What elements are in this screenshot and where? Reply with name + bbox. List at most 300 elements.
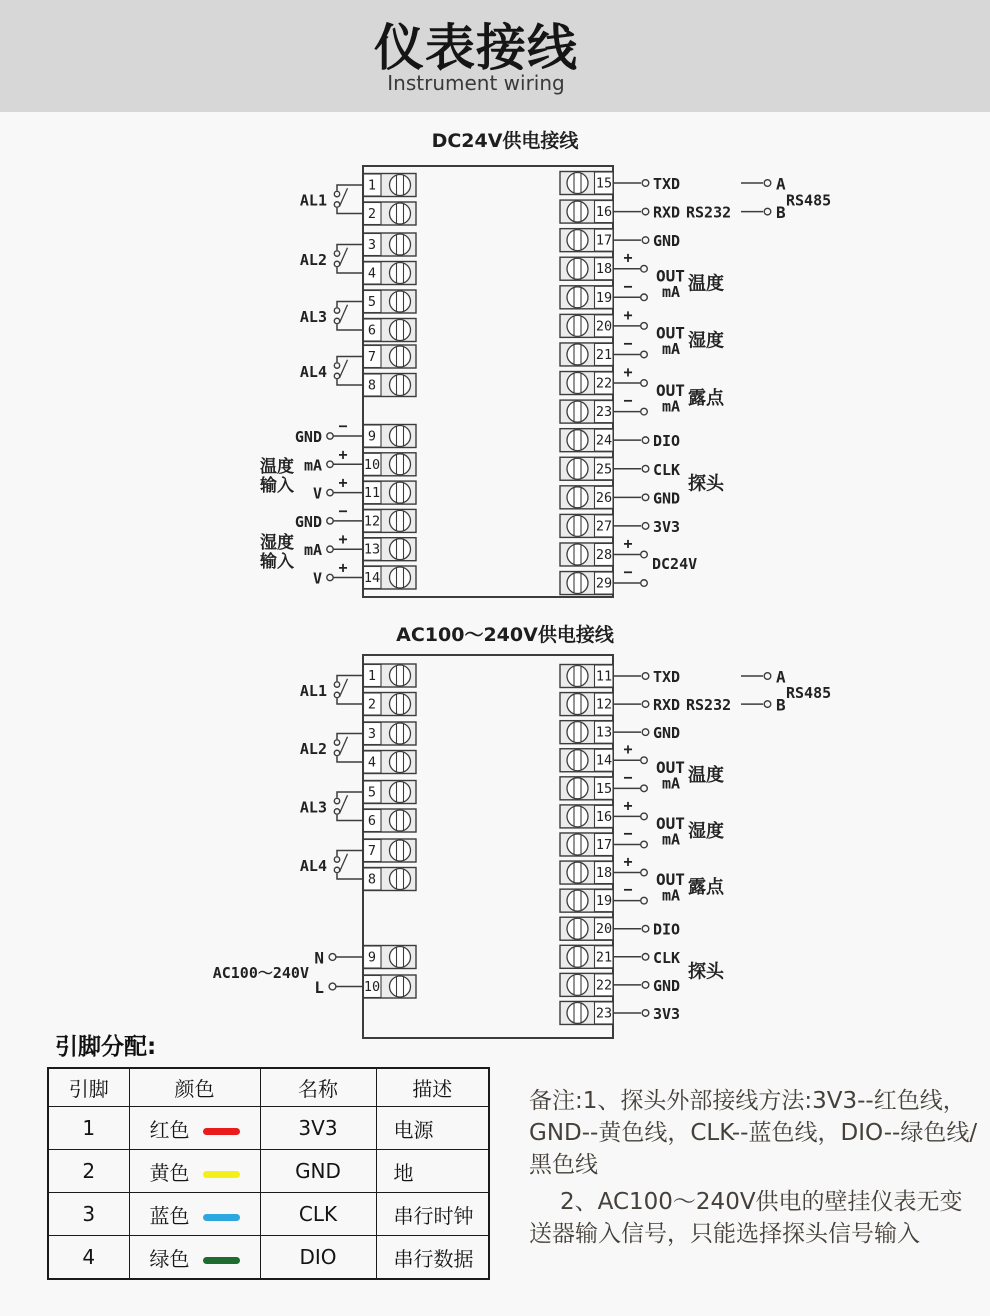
diagram-title-ac100-240v: AC100～240V供电接线	[396, 624, 614, 646]
screw-icon	[567, 430, 588, 451]
screw-icon	[390, 840, 411, 861]
rs485-line-A	[741, 175, 786, 194]
right-pin-14	[613, 740, 647, 763]
pin-assignment-title: 引脚分配:	[55, 1034, 157, 1060]
terminal-9	[363, 946, 416, 969]
right-pin-23	[613, 1005, 680, 1023]
screw-icon	[567, 287, 588, 308]
polarity-sign: −	[623, 277, 633, 296]
note-line: GND--黄色线，CLK--蓝色线，DIO--绿色线/	[529, 1120, 978, 1146]
terminal-number: 1	[367, 668, 377, 684]
terminal-number: 23	[595, 1005, 613, 1022]
terminal-number: 22	[595, 375, 613, 392]
terminal-29	[560, 572, 613, 595]
terminal-number: 16	[595, 808, 613, 825]
wire-color-swatch	[203, 1128, 240, 1135]
terminal-9	[363, 425, 416, 448]
signal-desc-cell: 地	[376, 1150, 489, 1193]
right-pin-28	[613, 534, 647, 557]
terminal-number: 7	[367, 843, 377, 859]
alarm-label: AL3	[299, 798, 327, 817]
terminal-16	[560, 200, 613, 223]
screw-icon	[390, 234, 411, 255]
terminal-number: 4	[367, 265, 377, 282]
alarm-label: AL4	[299, 856, 327, 875]
side-label: DC24V	[652, 554, 698, 573]
terminal-number: 20	[595, 318, 613, 335]
right-pin-15	[613, 175, 680, 193]
wire-color-cell	[129, 1236, 260, 1280]
input-group-label-line2: 输入	[260, 552, 294, 572]
input-signal-label: V	[312, 484, 322, 503]
polarity-sign: −	[623, 824, 633, 843]
terminal-5	[363, 290, 416, 313]
right-pin-18	[613, 249, 647, 272]
screw-icon	[567, 487, 588, 508]
output-group-温度	[656, 267, 724, 302]
polarity-sign: +	[623, 534, 633, 553]
alarm-group-AL2	[300, 245, 364, 274]
rs485-label: RS485	[786, 684, 832, 703]
screw-icon	[390, 947, 411, 968]
output-label-line2: mA	[662, 340, 681, 359]
screw-icon	[390, 375, 411, 396]
wire-color-swatch	[203, 1214, 240, 1221]
screw-icon	[390, 723, 411, 744]
wire-color-cell	[129, 1150, 260, 1193]
terminal-2	[363, 202, 416, 225]
alarm-group-AL4	[300, 851, 364, 880]
pin-signal-label: 3V3	[653, 1004, 681, 1023]
terminal-13	[560, 721, 613, 744]
terminal-number: 12	[595, 696, 613, 713]
terminal-1	[363, 664, 416, 687]
signal-name-cell: DIO	[260, 1236, 376, 1280]
screw-icon	[390, 976, 411, 997]
output-group-湿度	[656, 324, 724, 359]
signal-name-cell: 3V3	[260, 1107, 376, 1150]
pin-table-header: 名称	[260, 1068, 376, 1107]
terminal-number: 6	[367, 322, 377, 339]
terminal-number: 8	[367, 871, 377, 888]
pin-assignment-table	[47, 1067, 490, 1280]
input-group-label-line1: 温度	[260, 457, 294, 477]
terminal-number: 14	[595, 752, 613, 769]
terminal-17	[560, 229, 613, 252]
alarm-label: AL3	[299, 307, 327, 326]
wire-color-name: 绿色	[149, 1246, 190, 1271]
signal-desc-cell: 串行时钟	[376, 1193, 489, 1236]
screw-icon	[567, 230, 588, 251]
output-cn-label: 露点	[688, 877, 724, 899]
note-line: 备注:1、探头外部接线方法:3V3--红色线，	[529, 1088, 966, 1114]
polarity-sign: +	[623, 852, 633, 871]
wire-color-cell	[129, 1107, 260, 1150]
pin-signal-label: CLK	[653, 948, 681, 967]
diagram-title-dc24v: DC24V供电接线	[431, 130, 579, 152]
screw-icon	[567, 344, 588, 365]
terminal-number: 3	[367, 726, 377, 742]
screw-icon	[390, 320, 411, 341]
output-label-line2: mA	[662, 397, 681, 416]
alarm-label: AL2	[299, 739, 327, 758]
pin-signal-label: RXD	[653, 203, 681, 222]
terminal-number: 18	[595, 865, 613, 882]
screw-icon	[567, 778, 588, 799]
wire-color-name: 蓝色	[149, 1203, 190, 1228]
pin-number-cell: 2	[48, 1150, 129, 1193]
interface-tag: RS232	[686, 696, 732, 715]
pin-table-row	[48, 1150, 489, 1193]
pin-number-cell: 1	[48, 1107, 129, 1150]
input-group-label	[259, 532, 294, 572]
terminal-13	[363, 538, 416, 561]
terminal-17	[560, 833, 613, 856]
side-label: 探头	[688, 473, 724, 495]
terminal-4	[363, 751, 416, 774]
signal-desc-cell: 电源	[376, 1107, 489, 1150]
terminal-number: 4	[367, 754, 377, 771]
alarm-label: AL2	[299, 250, 327, 269]
output-label-line1: OUT	[656, 813, 685, 833]
screw-icon	[390, 539, 411, 560]
screw-icon	[567, 544, 588, 565]
terminal-27	[560, 514, 613, 537]
alarm-group-AL4	[300, 357, 364, 386]
terminal-19	[560, 286, 613, 309]
terminal-14	[560, 749, 613, 772]
screw-icon	[567, 694, 588, 715]
terminal-10	[363, 975, 416, 998]
terminal-23	[560, 1001, 613, 1024]
screw-icon	[390, 694, 411, 715]
screw-icon	[390, 291, 411, 312]
terminal-14	[363, 566, 416, 589]
polarity-sign: −	[338, 501, 348, 520]
terminal-number: 29	[595, 575, 613, 592]
output-label-line1: OUT	[656, 870, 685, 890]
screw-icon	[567, 918, 588, 939]
terminal-25	[560, 457, 613, 480]
polarity-sign: +	[623, 305, 633, 324]
screw-icon	[567, 201, 588, 222]
terminal-11	[560, 665, 613, 688]
screw-icon	[567, 666, 588, 687]
wire-color-swatch	[203, 1257, 240, 1264]
polarity-sign: +	[623, 740, 633, 759]
terminal-number: 25	[595, 461, 613, 478]
right-pin-22	[613, 363, 647, 386]
terminal-number: 13	[363, 541, 381, 558]
right-pin-29	[613, 563, 647, 586]
screw-icon	[390, 346, 411, 367]
terminal-19	[560, 889, 613, 912]
terminal-number: 21	[595, 346, 613, 363]
output-cn-label: 露点	[688, 387, 724, 409]
terminal-number: 14	[363, 570, 381, 586]
output-label-line1: OUT	[656, 266, 685, 286]
pin-signal-label: DIO	[653, 432, 681, 451]
pin-table-row	[48, 1107, 489, 1150]
pin-signal-label: CLK	[653, 460, 681, 479]
alarm-group-AL3	[300, 792, 364, 821]
power-row-L	[314, 978, 364, 997]
terminal-28	[560, 543, 613, 566]
output-cn-label: 温度	[688, 764, 724, 786]
note-line: 送器输入信号，只能选择探头信号输入	[529, 1221, 920, 1247]
screw-icon	[390, 810, 411, 831]
terminal-number: 5	[367, 294, 377, 310]
output-label-line1: OUT	[656, 757, 685, 777]
screw-icon	[390, 869, 411, 890]
polarity-sign: −	[623, 334, 633, 353]
output-group-温度	[656, 758, 724, 793]
terminal-6	[363, 809, 416, 832]
screw-icon	[390, 482, 411, 503]
terminal-16	[560, 805, 613, 828]
terminal-22	[560, 973, 613, 996]
terminal-18	[560, 861, 613, 884]
screw-icon	[567, 373, 588, 394]
screw-icon	[567, 173, 588, 194]
rs485-line-B	[741, 203, 786, 222]
terminal-1	[363, 174, 416, 197]
screw-icon	[390, 454, 411, 475]
pin-table-row	[48, 1193, 489, 1236]
wire-color-cell	[129, 1193, 260, 1236]
page-title: 仪表接线	[374, 19, 578, 77]
wire-color-name: 黄色	[149, 1160, 190, 1185]
polarity-sign: +	[338, 445, 348, 464]
screw-icon	[390, 175, 411, 196]
power-row-N	[314, 949, 364, 968]
signal-name-cell: CLK	[260, 1193, 376, 1236]
output-cn-label: 湿度	[688, 820, 724, 842]
screw-icon	[390, 263, 411, 284]
wire-color-name: 红色	[149, 1117, 190, 1142]
signal-name-cell: GND	[260, 1150, 376, 1193]
alarm-label: AL1	[299, 681, 327, 700]
right-pin-19	[613, 277, 647, 300]
terminal-11	[363, 481, 416, 504]
terminal-12	[560, 693, 613, 716]
terminal-number: 5	[367, 784, 377, 801]
input-row-11	[313, 474, 364, 503]
right-pin-25	[613, 461, 680, 479]
note-line: 黑色线	[529, 1152, 598, 1178]
terminal-number: 15	[595, 780, 613, 797]
output-label-line1: OUT	[656, 323, 685, 343]
right-pin-17	[613, 232, 680, 250]
interface-tag: RS232	[686, 203, 732, 222]
pin-number-cell: 4	[48, 1236, 129, 1280]
terminal-number: 2	[367, 696, 377, 713]
output-group-露点	[656, 870, 725, 905]
right-pin-16	[613, 204, 731, 222]
alarm-group-AL2	[300, 734, 364, 763]
screw-icon	[390, 203, 411, 224]
screw-icon	[567, 834, 588, 855]
pin-signal-label: RXD	[653, 696, 681, 715]
terminal-4	[363, 262, 416, 285]
terminal-23	[560, 400, 613, 423]
terminal-21	[560, 945, 613, 968]
terminal-10	[363, 453, 416, 476]
rs485-label: RS485	[786, 191, 832, 210]
output-label-line2: mA	[662, 886, 681, 905]
power-terminal-label: L	[314, 978, 324, 997]
terminal-15	[560, 777, 613, 800]
rs485-terminal-label: B	[776, 203, 786, 223]
right-pin-16	[613, 796, 647, 819]
terminal-number: 10	[363, 456, 381, 473]
terminal-number: 21	[595, 949, 613, 966]
polarity-sign: −	[623, 391, 633, 410]
power-source-label: AC100～240V	[212, 963, 309, 982]
output-label-line1: OUT	[656, 380, 685, 400]
input-signal-label: mA	[303, 541, 322, 560]
input-row-13	[304, 530, 364, 559]
terminal-21	[560, 343, 613, 366]
right-pin-12	[613, 696, 731, 714]
pin-signal-label: TXD	[653, 175, 681, 193]
polarity-sign: +	[338, 473, 348, 492]
terminal-8	[363, 374, 416, 397]
alarm-label: AL4	[299, 362, 327, 381]
polarity-sign: −	[338, 417, 348, 435]
signal-desc-cell: 串行数据	[376, 1236, 489, 1280]
screw-icon	[567, 401, 588, 422]
terminal-number: 27	[595, 518, 613, 535]
terminal-number: 10	[363, 979, 381, 995]
terminal-number: 7	[367, 349, 377, 365]
input-group-label-line1: 湿度	[260, 533, 294, 553]
terminal-2	[363, 693, 416, 716]
screw-icon	[567, 722, 588, 743]
screw-icon	[390, 752, 411, 773]
pin-table-header: 颜色	[129, 1068, 260, 1107]
polarity-sign: −	[623, 880, 633, 899]
input-group-label	[259, 456, 294, 496]
side-label: 探头	[688, 961, 724, 983]
pin-table-header: 引脚	[48, 1068, 129, 1107]
wire-color-swatch	[203, 1171, 240, 1178]
alarm-group-AL1	[300, 676, 364, 705]
terminal-5	[363, 781, 416, 804]
output-cn-label: 温度	[688, 273, 724, 295]
screw-icon	[390, 426, 411, 447]
right-pin-15	[613, 768, 647, 791]
alarm-group-AL3	[300, 302, 364, 331]
input-row-10	[304, 445, 364, 474]
right-pin-11	[613, 668, 680, 686]
input-signal-label: V	[312, 569, 322, 588]
pin-number-cell: 3	[48, 1193, 129, 1236]
terminal-number: 19	[595, 289, 613, 306]
terminal-number: 1	[367, 177, 377, 194]
terminal-number: 16	[595, 204, 613, 221]
right-pin-20	[613, 921, 680, 939]
input-signal-label: mA	[303, 456, 322, 475]
terminal-22	[560, 372, 613, 395]
output-group-露点	[656, 381, 725, 416]
terminal-number: 22	[595, 977, 613, 994]
terminal-number: 6	[367, 813, 377, 829]
right-pin-20	[613, 306, 647, 329]
terminal-8	[363, 868, 416, 891]
terminal-number: 19	[595, 893, 613, 910]
right-pin-17	[613, 824, 647, 847]
terminal-number: 12	[363, 513, 381, 530]
terminal-number: 11	[363, 485, 381, 502]
power-terminal-label: N	[314, 948, 324, 968]
output-label-line2: mA	[662, 830, 681, 849]
polarity-sign: −	[623, 563, 633, 582]
terminal-number: 13	[595, 724, 613, 741]
polarity-sign: +	[623, 796, 633, 815]
right-pin-27	[613, 518, 680, 536]
rs485-terminal-label: B	[776, 695, 786, 715]
screw-icon	[567, 862, 588, 883]
terminal-number: 20	[595, 921, 613, 938]
terminal-number: 23	[595, 404, 613, 421]
pin-signal-label: GND	[653, 976, 681, 995]
terminal-number: 18	[595, 261, 613, 278]
right-pin-21	[613, 949, 680, 967]
input-row-9	[295, 417, 364, 446]
screw-icon	[390, 782, 411, 803]
input-signal-label: GND	[294, 428, 322, 446]
page-subtitle: Instrument wiring	[387, 71, 565, 95]
terminal-18	[560, 257, 613, 280]
pin-table-header: 描述	[376, 1068, 489, 1107]
output-group-湿度	[656, 814, 724, 849]
screw-icon	[567, 974, 588, 995]
rs485-terminal-label: A	[776, 174, 786, 194]
rs485-line-A	[741, 668, 786, 687]
screw-icon	[567, 1002, 588, 1023]
wiring-diagram-2	[213, 655, 831, 1038]
terminal-number: 2	[367, 206, 377, 222]
right-pin-26	[613, 489, 680, 507]
alarm-group-AL1	[300, 185, 364, 214]
right-pin-22	[613, 977, 680, 995]
terminal-20	[560, 917, 613, 940]
screw-icon	[567, 750, 588, 771]
screw-icon	[567, 573, 588, 594]
right-pin-24	[613, 432, 680, 450]
polarity-sign: +	[623, 248, 633, 267]
input-signal-label: GND	[294, 512, 322, 531]
terminal-number: 24	[595, 432, 613, 449]
terminal-number: 17	[595, 232, 613, 249]
input-row-12	[295, 502, 364, 531]
pin-signal-label: GND	[653, 232, 681, 251]
terminal-number: 9	[367, 428, 377, 445]
polarity-sign: +	[338, 530, 348, 549]
screw-icon	[567, 515, 588, 536]
terminal-number: 28	[595, 546, 613, 563]
pin-signal-label: 3V3	[653, 517, 681, 536]
right-pin-21	[613, 334, 647, 357]
terminal-20	[560, 314, 613, 337]
output-label-line2: mA	[662, 774, 681, 793]
polarity-sign: +	[623, 363, 633, 382]
terminal-number: 15	[595, 175, 613, 192]
terminal-number: 26	[595, 489, 613, 506]
screw-icon	[390, 567, 411, 588]
terminal-3	[363, 722, 416, 745]
